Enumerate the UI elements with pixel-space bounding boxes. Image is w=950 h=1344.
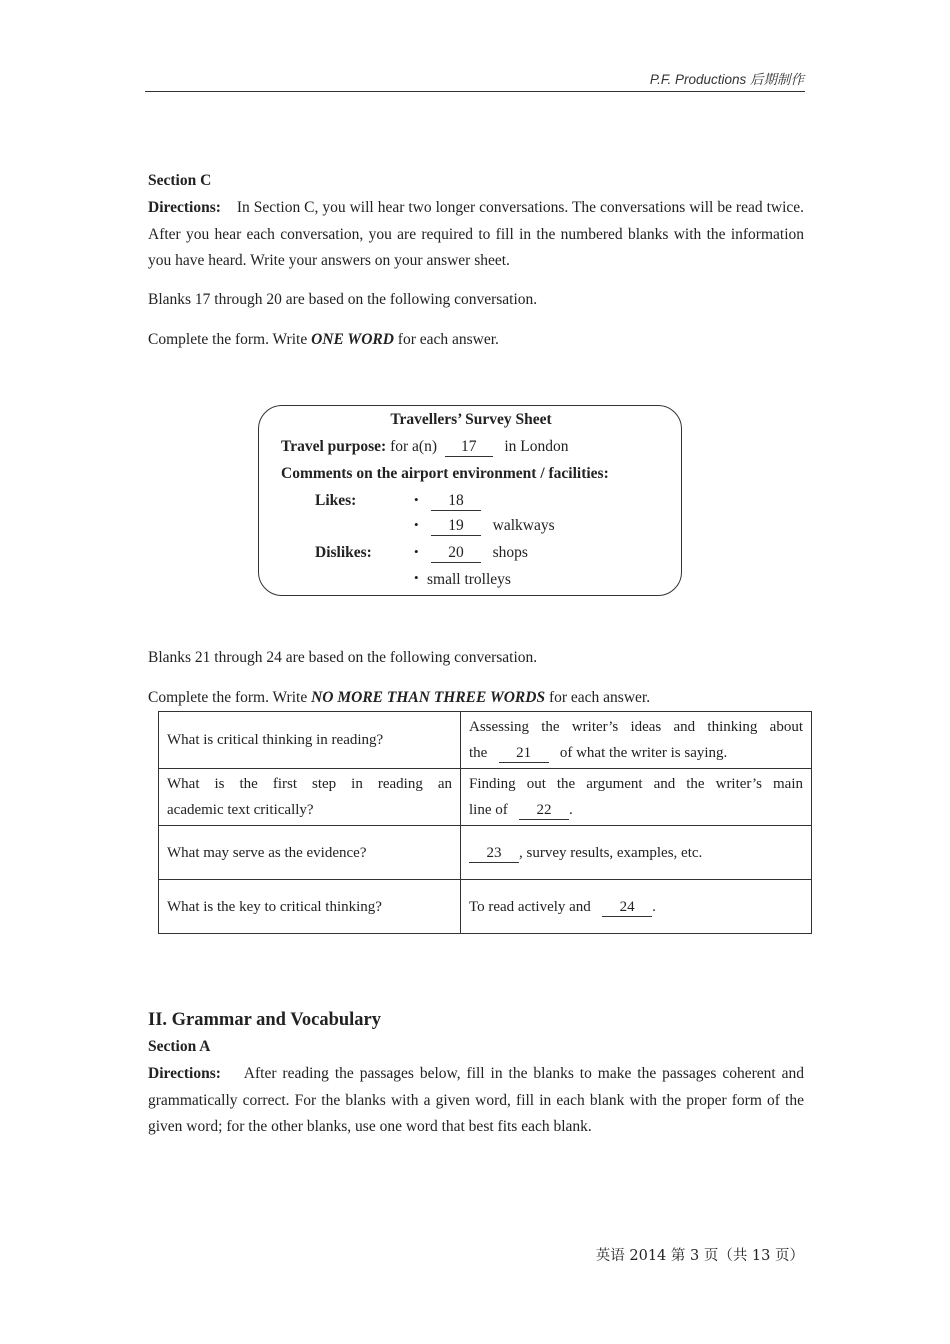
question-line: What is the first step in reading an: [167, 776, 452, 792]
grammar-directions: [148, 1061, 804, 1141]
answer-post: of what the writer is saying.: [559, 745, 728, 761]
table-cell-answer: [461, 826, 812, 880]
likes-label: Likes:: [315, 492, 357, 509]
answer-post: .: [569, 802, 573, 818]
purpose-label: Travel purpose:: [281, 438, 387, 455]
answer-line: Finding out the argument and the writer’s main: [469, 776, 803, 792]
grammar-section-title: Section A: [148, 1038, 211, 1055]
table-cell-question: What is the key to critical thinking?: [159, 880, 461, 934]
instruction-text: Complete the form. Write: [148, 331, 312, 348]
survey-title: Travellers’ Survey Sheet: [390, 411, 552, 428]
answer-pre: the: [469, 745, 488, 761]
item-19-text: walkways: [492, 517, 555, 534]
bullet-icon: •: [414, 517, 419, 532]
instruction-text: Complete the form. Write: [148, 689, 312, 706]
bullet-icon: •: [414, 570, 419, 585]
travellers-survey-sheet: [258, 405, 682, 596]
table-row: [159, 712, 812, 769]
critical-thinking-table: [158, 711, 812, 934]
blank-17: 17: [445, 438, 493, 457]
dislikes-label: Dislikes:: [315, 544, 372, 561]
answer-line: Assessing the writer’s ideas and thinking about: [469, 719, 803, 735]
table-cell-answer: [461, 712, 812, 769]
grammar-heading: II. Grammar and Vocabulary: [148, 1010, 381, 1030]
dislikes-item-20: [431, 544, 528, 563]
directions-text: After reading the passages below, fill in the blanks to make the passages coherent and grammatically correct. For the blanks with a given word, fill in each blank with the proper form of the given word; for the other blanks, use one word that best fits each blank.: [148, 1065, 804, 1135]
bullet-icon: •: [414, 544, 419, 559]
part2-instruction: [148, 689, 650, 707]
table-cell-answer: [461, 769, 812, 826]
part2-intro: Blanks 21 through 24 are based on the following conversation.: [148, 649, 538, 666]
dislikes-item-trolleys: small trolleys: [427, 571, 511, 588]
survey-purpose-row: [281, 438, 569, 457]
question-line: academic text critically?: [167, 802, 314, 818]
instruction-text-end: for each answer.: [393, 331, 499, 348]
answer-post: .: [652, 898, 656, 915]
table-row: [159, 769, 812, 826]
page-header: P.F. Productions 后期制作: [649, 72, 804, 87]
section-c-title: Section C: [148, 172, 212, 189]
table-cell-answer: [461, 880, 812, 934]
answer-post: , survey results, examples, etc.: [519, 844, 703, 861]
directions-label: Directions:: [148, 1065, 221, 1082]
blank-19: 19: [431, 517, 481, 536]
table-row: [159, 826, 812, 880]
item-20-text: shops: [492, 544, 528, 561]
purpose-post: in London: [504, 438, 569, 455]
part1-instruction: [148, 331, 499, 349]
directions-text: In Section C, you will hear two longer conversations. The conversations will be read twice. After you hear each conversation, you are required to fill in the numbered blanks with the information you have heard. Write your answers on your answer sheet.: [148, 199, 805, 269]
header-divider: [145, 91, 805, 92]
instruction-emphasis: NO MORE THAN THREE WORDS: [311, 689, 546, 706]
table-cell-question: [159, 769, 461, 826]
bullet-icon: •: [414, 492, 419, 507]
section-c-directions: Directions: In Section C, you will hear two longer conversations. The conversations will be read twice. After you hear each conversation, you are required to fill in the numbered blanks with the information you have heard. Write your answers on your answer sheet.: [148, 199, 805, 269]
directions-label: Directions: [148, 199, 216, 216]
comments-label: Comments on the airport environment / facilities:: [281, 465, 609, 482]
part1-intro: Blanks 17 through 20 are based on the following conversation.: [148, 291, 538, 308]
blank-18: 18: [431, 492, 481, 511]
blank-22: 22: [519, 801, 569, 820]
blank-23: 23: [469, 844, 519, 863]
likes-item-18: [431, 492, 481, 511]
blank-24: 24: [602, 898, 652, 917]
page-footer: 英语 2014 第 3 页（共 13 页）: [595, 1248, 804, 1264]
table-cell-question: What may serve as the evidence?: [159, 826, 461, 880]
instruction-emphasis: ONE WORD: [311, 331, 394, 348]
blank-20: 20: [431, 544, 481, 563]
blank-21: 21: [499, 744, 549, 763]
instruction-text-end: for each answer.: [545, 689, 651, 706]
answer-pre: To read actively and: [469, 898, 591, 915]
table-row: [159, 880, 812, 934]
purpose-pre: for a(n): [390, 438, 437, 455]
answer-pre: line of: [469, 802, 508, 818]
likes-item-19: [431, 517, 555, 536]
table-cell-question: What is critical thinking in reading?: [159, 712, 461, 769]
